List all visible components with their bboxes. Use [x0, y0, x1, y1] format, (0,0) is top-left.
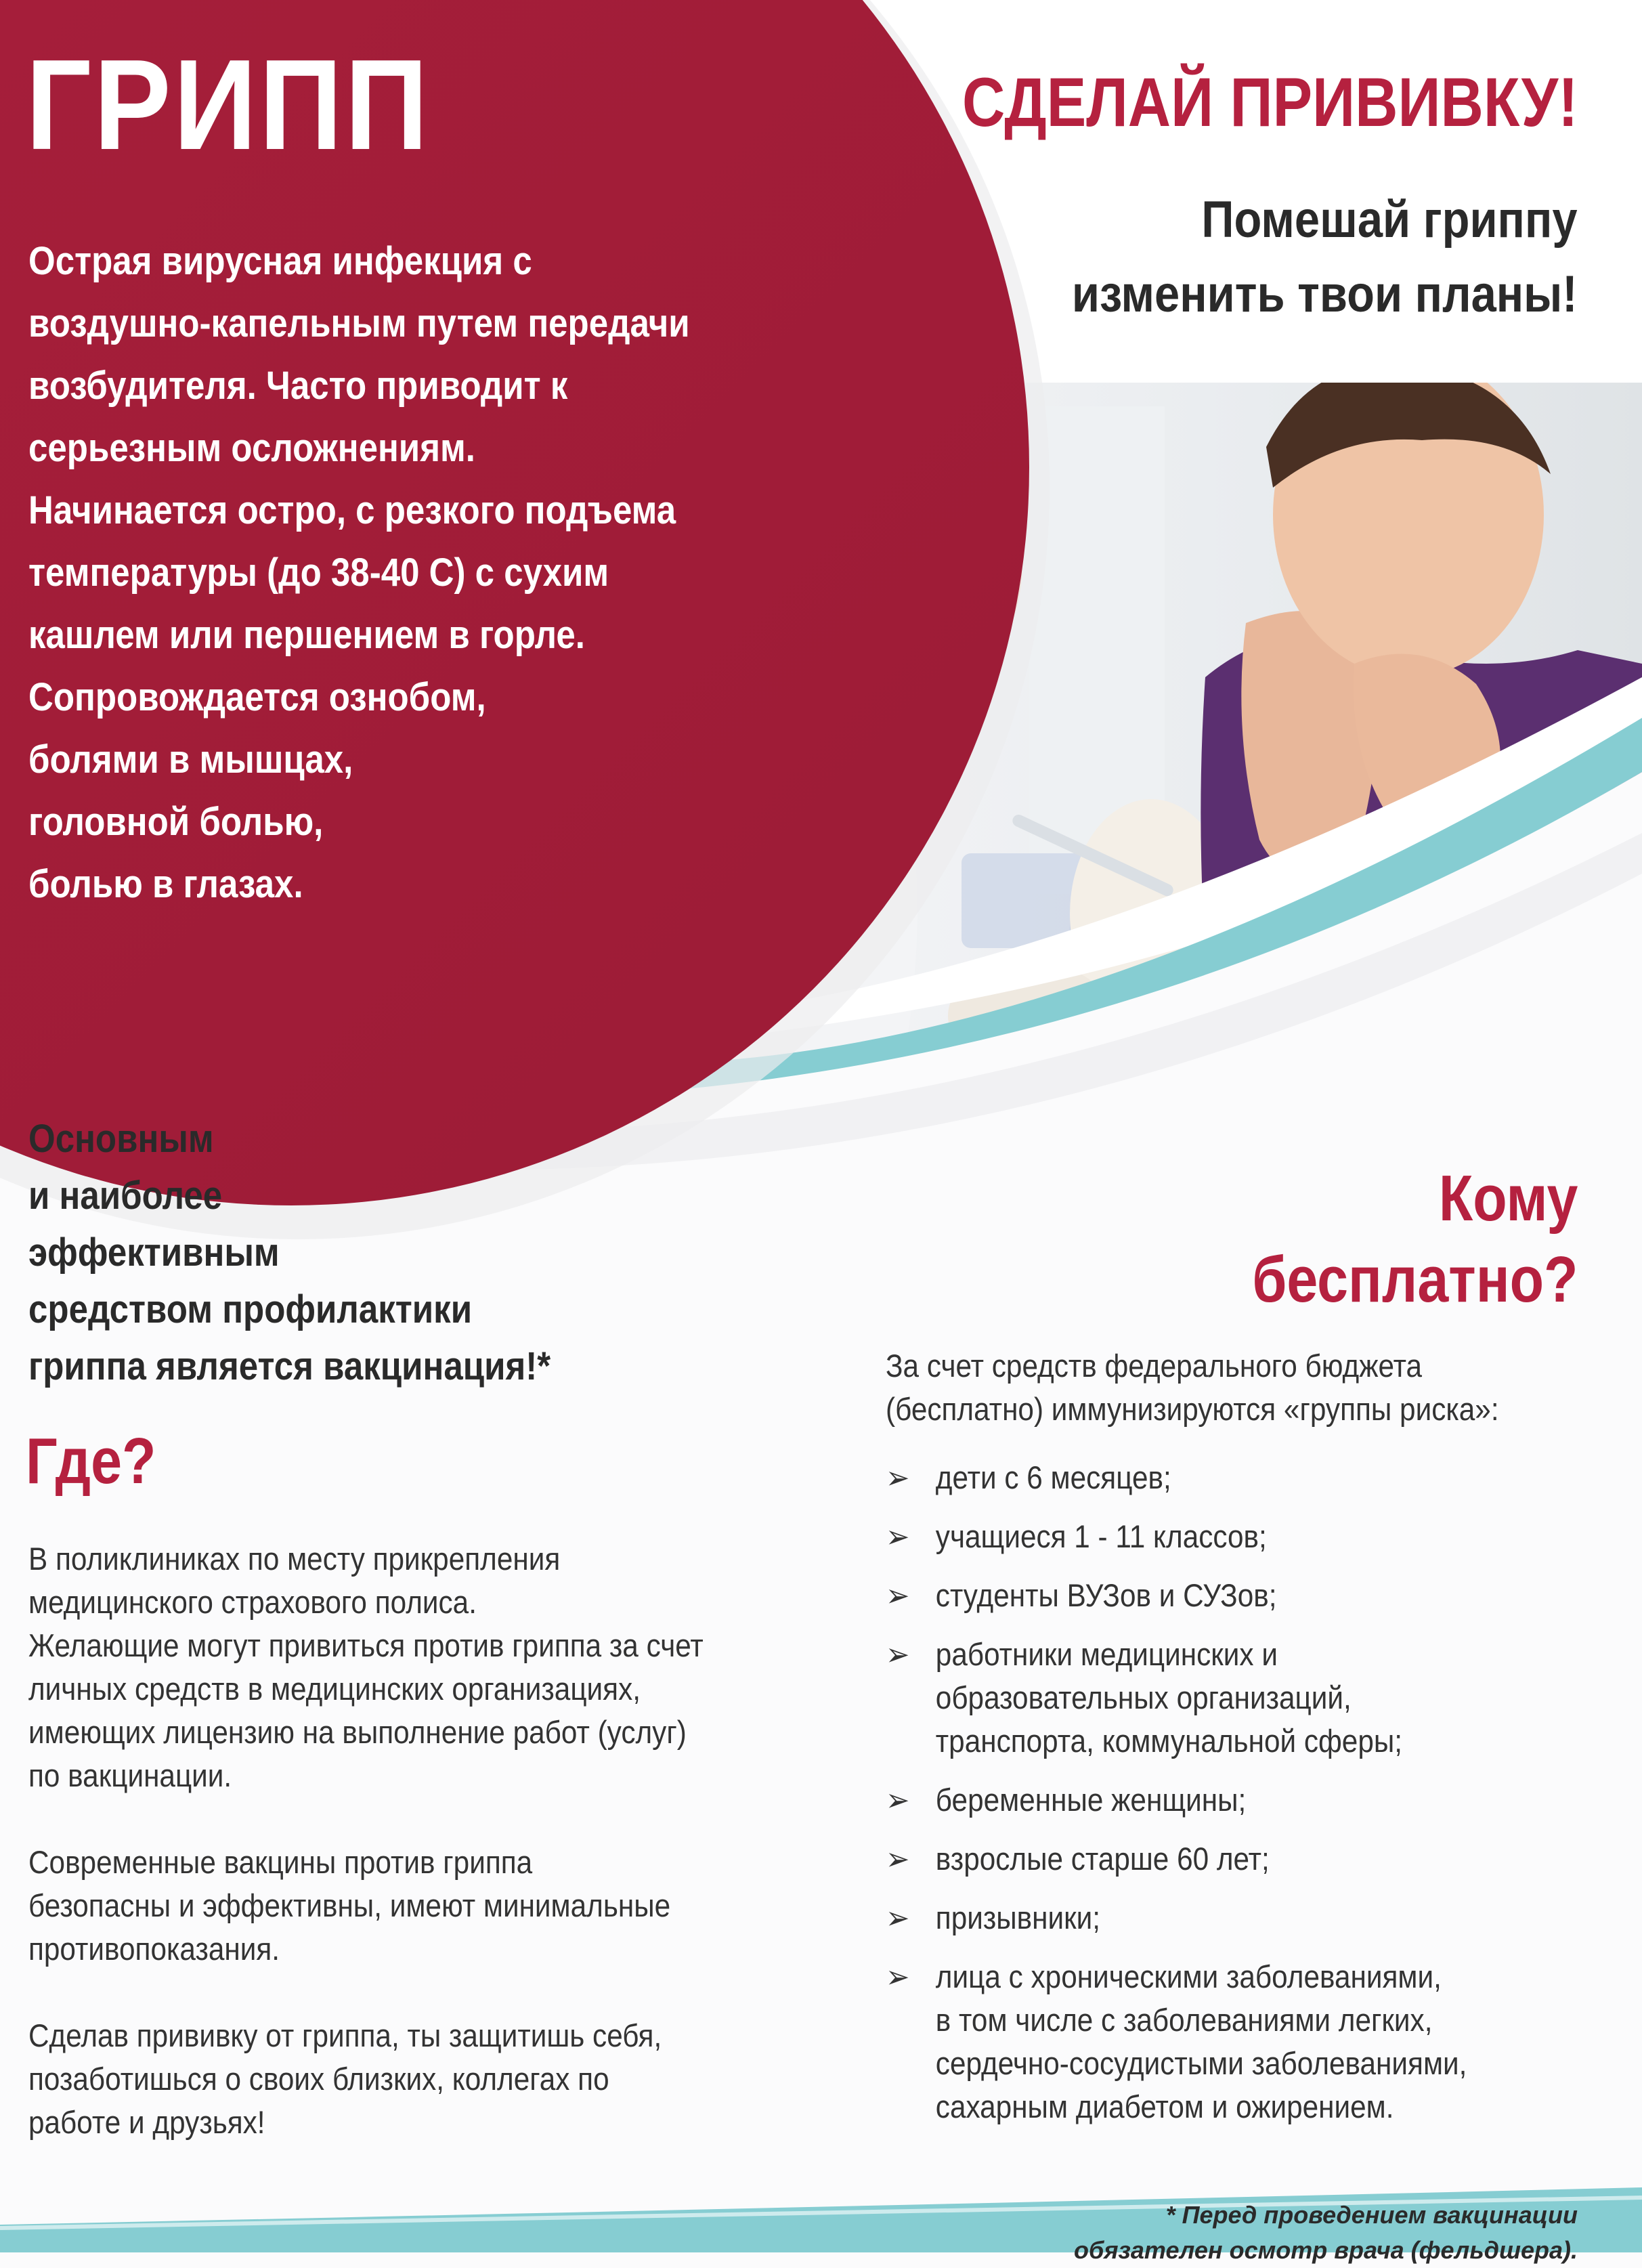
risk-group-item [886, 1456, 1467, 1499]
risk-group-item [886, 1837, 1467, 1881]
footnote-line: обязателен осмотр врача (фельдшера). [1074, 2236, 1578, 2264]
risk-group-item [886, 1955, 1467, 2128]
main-statement-line: и наиболее [28, 1174, 223, 1218]
arrow-bullet-icon: ➢ [886, 1636, 910, 1672]
risk-group-line: сердечно-сосудистыми заболеваниями, [935, 2045, 1467, 2081]
risk-group-item [886, 1896, 1467, 1940]
risk-group-line: сахарным диабетом и ожирением. [935, 2089, 1394, 2124]
where-paragraph-line: личных средств в медицинских организациях, [28, 1671, 641, 1707]
risk-group-line: студенты ВУЗов и СУЗов; [935, 1577, 1277, 1613]
where-paragraph [28, 2014, 790, 2144]
main-statement-line: средством профилактики [28, 1287, 473, 1331]
risk-group-line: взрослые старше 60 лет; [935, 1841, 1270, 1877]
risk-groups-list [886, 1456, 1467, 2144]
arrow-bullet-icon: ➢ [886, 1900, 910, 1935]
where-paragraph-line: по вакцинации. [28, 1757, 232, 1793]
risk-group-line: учащиеся 1 - 11 классов; [935, 1518, 1267, 1554]
where-paragraph-line: В поликлиниках по месту прикрепления [28, 1541, 561, 1577]
where-paragraph-line: Современные вакцины против гриппа [28, 1844, 533, 1880]
where-paragraph-line: противопоказания. [28, 1931, 280, 1967]
arrow-bullet-icon: ➢ [886, 1959, 910, 1994]
risk-group-line: лица с хроническими заболеваниями, [935, 1959, 1442, 1994]
vaccination-call-subtitle [1072, 183, 1578, 332]
arrow-bullet-icon: ➢ [886, 1518, 910, 1554]
who-intro-line: За счет средств федерального бюджета [886, 1348, 1423, 1384]
main-statement-line: эффективным [28, 1231, 280, 1275]
flu-description-line: болями в мышцах, [28, 737, 353, 782]
risk-group-line: беременные женщины; [935, 1782, 1247, 1818]
flu-description-line: воздушно-капельным путем передачи [28, 301, 690, 345]
footnote-line: * Перед проведением вакцинации [1165, 2201, 1578, 2229]
who-free-heading [1252, 1158, 1578, 1321]
flu-description [28, 230, 708, 916]
risk-group-line: дети с 6 месяцев; [935, 1459, 1171, 1495]
who-heading-line: Кому [1438, 1162, 1578, 1235]
where-paragraph-line: Желающие могут привиться против гриппа за счет [28, 1627, 704, 1663]
page-title: ГРИПП [26, 33, 431, 177]
main-statement [28, 1111, 550, 1395]
flu-description-line: Начинается остро, с резкого подъема [28, 488, 676, 532]
risk-group-line: образовательных организаций, [935, 1679, 1352, 1715]
main-statement-line: Основным [28, 1117, 214, 1161]
where-heading: Где? [26, 1425, 156, 1497]
flu-description-line: температуры (до 38-40 С) с сухим [28, 551, 609, 595]
where-paragraph-line: работе и друзьях! [28, 2104, 265, 2140]
flu-description-line: Сопровождается ознобом, [28, 675, 486, 719]
flu-description-line: головной болью, [28, 800, 324, 844]
who-heading-line: бесплатно? [1251, 1243, 1578, 1316]
risk-group-line: транспорта, коммунальной сферы; [935, 1723, 1403, 1759]
flu-description-line: Острая вирусная инфекция с [28, 239, 532, 283]
flu-description-line: возбудителя. Часто приводит к [28, 364, 568, 408]
where-paragraph [28, 1624, 790, 1797]
where-paragraph-line: медицинского страхового полиса. [28, 1584, 477, 1620]
where-description [28, 1537, 790, 2187]
risk-group-item [886, 1515, 1467, 1558]
where-paragraph-line: позаботишься о своих близких, коллегах по [28, 2061, 609, 2097]
risk-group-line: работники медицинских и [935, 1636, 1278, 1672]
flu-description-line: болью в глазах. [28, 862, 303, 906]
arrow-bullet-icon: ➢ [886, 1782, 910, 1818]
where-paragraph-line: Сделав прививку от гриппа, ты защитишь себя, [28, 2017, 662, 2053]
footnote [1074, 2198, 1578, 2268]
where-paragraph [28, 1841, 790, 1971]
who-intro-line: (бесплатно) иммунизируются «группы риска»: [886, 1391, 1499, 1427]
arrow-bullet-icon: ➢ [886, 1577, 910, 1613]
risk-group-item [886, 1574, 1467, 1617]
where-paragraph [28, 1537, 790, 1624]
risk-group-item [886, 1778, 1467, 1822]
main-statement-line: гриппа является вакцинация!* [28, 1344, 551, 1388]
risk-group-line: призывники; [935, 1900, 1101, 1935]
arrow-bullet-icon: ➢ [886, 1841, 910, 1877]
flu-description-line: серьезным осложнениям. [28, 426, 475, 470]
subtitle-line: изменить твои планы! [1072, 265, 1578, 323]
arrow-bullet-icon: ➢ [886, 1459, 910, 1495]
subtitle-line: Помешай гриппу [1201, 191, 1578, 249]
where-paragraph-line: безопасны и эффективны, имеют минимальные [28, 1887, 671, 1923]
who-free-intro [886, 1344, 1499, 1431]
risk-group-item [886, 1633, 1467, 1763]
vaccination-call-title: СДЕЛАЙ ПРИВИВКУ! [962, 64, 1578, 141]
flu-description-line: кашлем или першением в горле. [28, 613, 585, 657]
where-paragraph-line: имеющих лицензию на выполнение работ (услуг) [28, 1714, 687, 1750]
risk-group-line: в том числе с заболеваниями легких, [935, 2002, 1433, 2038]
